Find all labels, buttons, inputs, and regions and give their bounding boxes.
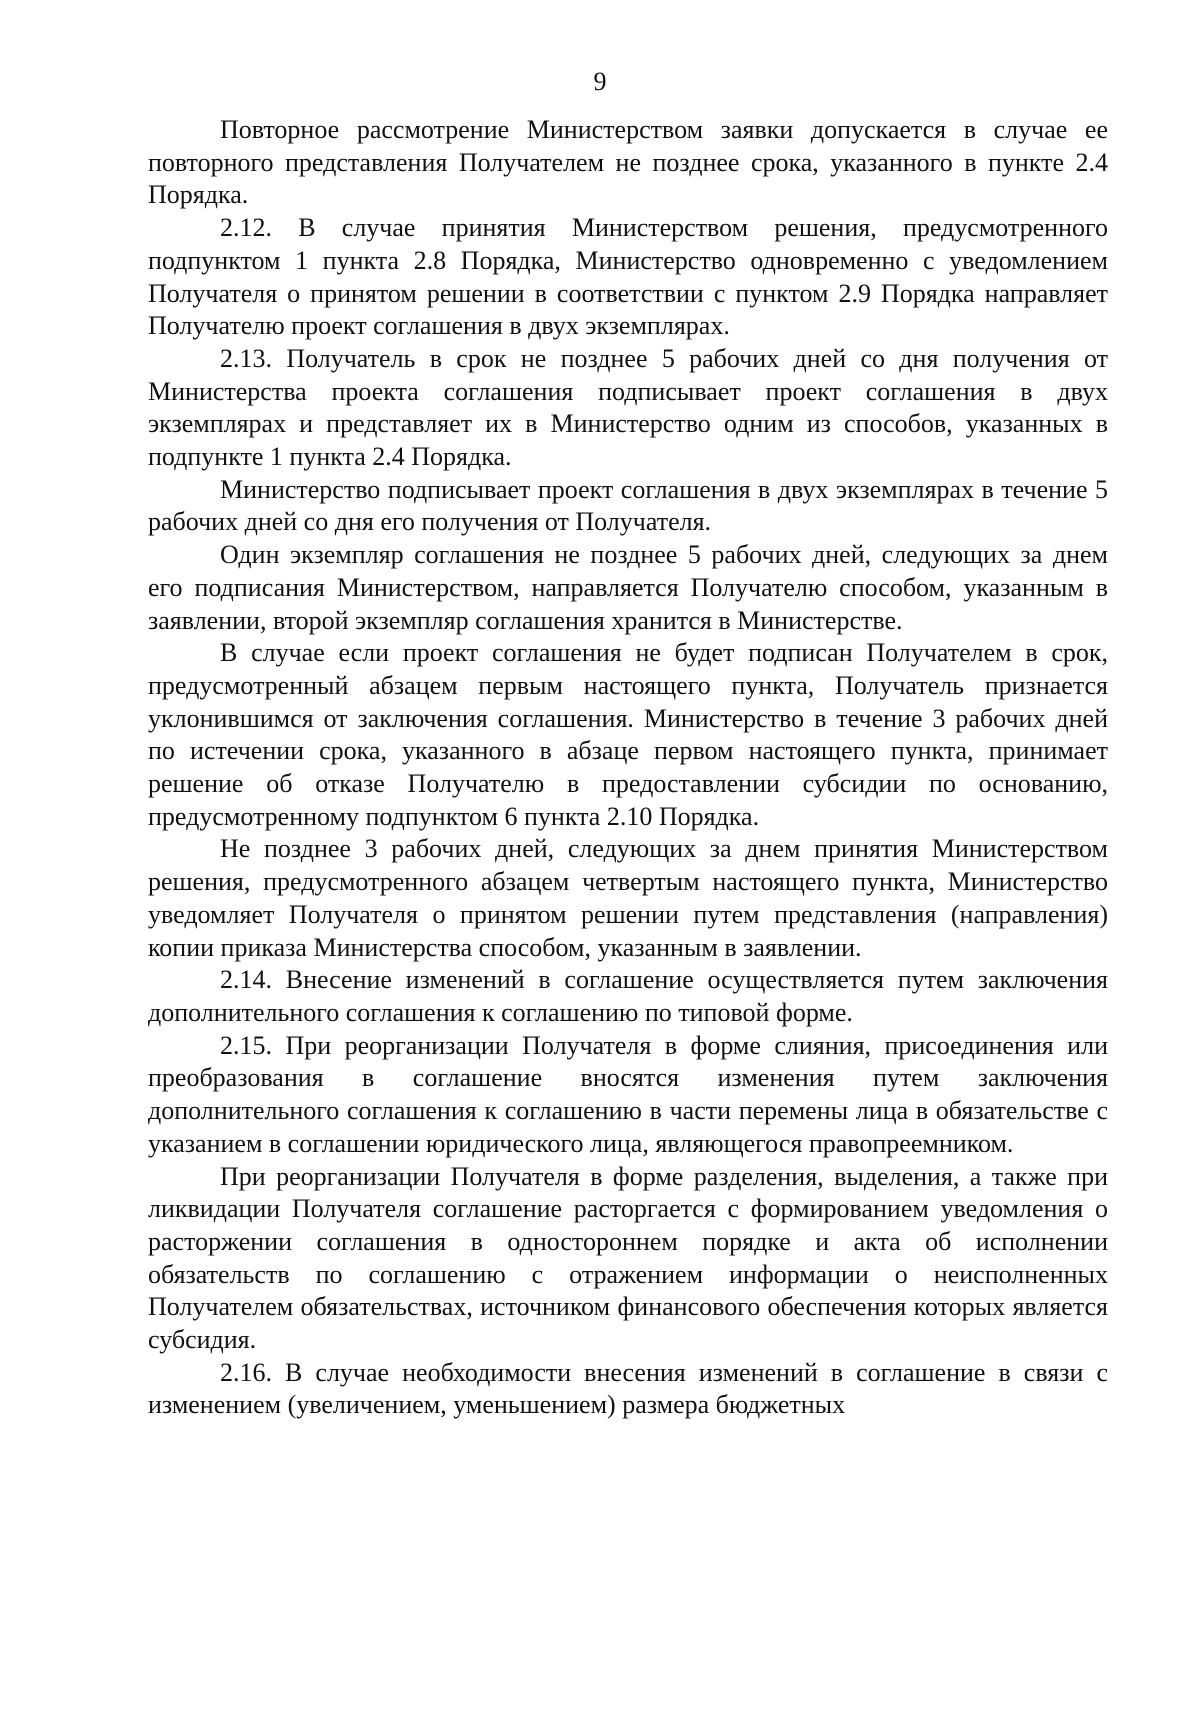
paragraph-2-13: 2.13. Получатель в срок не позднее 5 рабочих дней со дня получения от Министерства проекта соглашения подписывает проект соглашения в двух экземплярах и представляет их в Министерство одним из способов, указанных в подпункте 1 пункта 2.4 Порядка. (148, 343, 1108, 472)
paragraph-ministry-signs: Министерство подписывает проект соглашения в двух экземплярах в течение 5 рабочих дней со дня его получения от Получателя. (148, 474, 1108, 537)
page-number: 9 (593, 67, 607, 96)
paragraph-not-signed: В случае если проект соглашения не будет подписан Получателем в срок, предусмотренный абзацем первым настоящего пункта, Получатель признается уклонившимся от заключения соглашения. Министерство в течение 3 рабочих дней по истечении срока, указанного в абзаце первом настоящего пункта, принимает решение об отказе Получателю в предоставлении субсидии по основанию, предусмотренному подпунктом 6 пункта 2.10 Порядка. (148, 638, 1108, 831)
paragraph-copy-sent: Один экземпляр соглашения не позднее 5 рабочих дней, следующих за днем его подписания Министерством, направляется Получателю способом, указанным в заявлении, второй экземпляр соглашения хранится в Министерстве. (148, 540, 1108, 635)
document-body (148, 114, 1108, 1422)
paragraph-reorganization-division: При реорганизации Получателя в форме разделения, выделения, а также при ликвидации Получателя соглашение расторгается с формированием уведомления о расторжении соглашения в одностороннем порядке и акта об исполнении обязательств по соглашению с отражением информации о неисполненных Получателем обязательствах, источником финансового обеспечения которых является субсидия. (148, 1161, 1108, 1355)
paragraph-2-16: 2.16. В случае необходимости внесения изменений в соглашение в связи с изменением (увеличением, уменьшением) размера бюджетных (148, 1357, 1108, 1420)
paragraph-repeat-review: Повторное рассмотрение Министерством заявки допускается в случае ее повторного представления Получателем не позднее срока, указанного в пункте 2.4 Порядка. (148, 115, 1108, 210)
paragraph-2-15: 2.15. При реорганизации Получателя в форме слияния, присоединения или преобразования в соглашение вносятся изменения путем заключения дополнительного соглашения к соглашению в части перемены лица в обязательстве с указанием в соглашении юридического лица, являющегося правопреемником. (148, 1030, 1108, 1158)
paragraph-notification: Не позднее 3 рабочих дней, следующих за днем принятия Министерством решения, предусмотренного абзацем четвертым настоящего пункта, Министерство уведомляет Получателя о принятом решении путем представления (направления) копии приказа Министерства способом, указанным в заявлении. (148, 834, 1108, 962)
paragraph-2-14: 2.14. Внесение изменений в соглашение осуществляется путем заключения дополнительного соглашения к соглашению по типовой форме. (148, 965, 1108, 1027)
paragraph-2-12: 2.12. В случае принятия Министерством решения, предусмотренного подпунктом 1 пункта 2.8 Порядка, Министерство одновременно с уведомлением Получателя о принятом решении в соответствии с пунктом 2.9 Порядка направляет Получателю проект соглашения в двух экземплярах. (148, 213, 1108, 341)
